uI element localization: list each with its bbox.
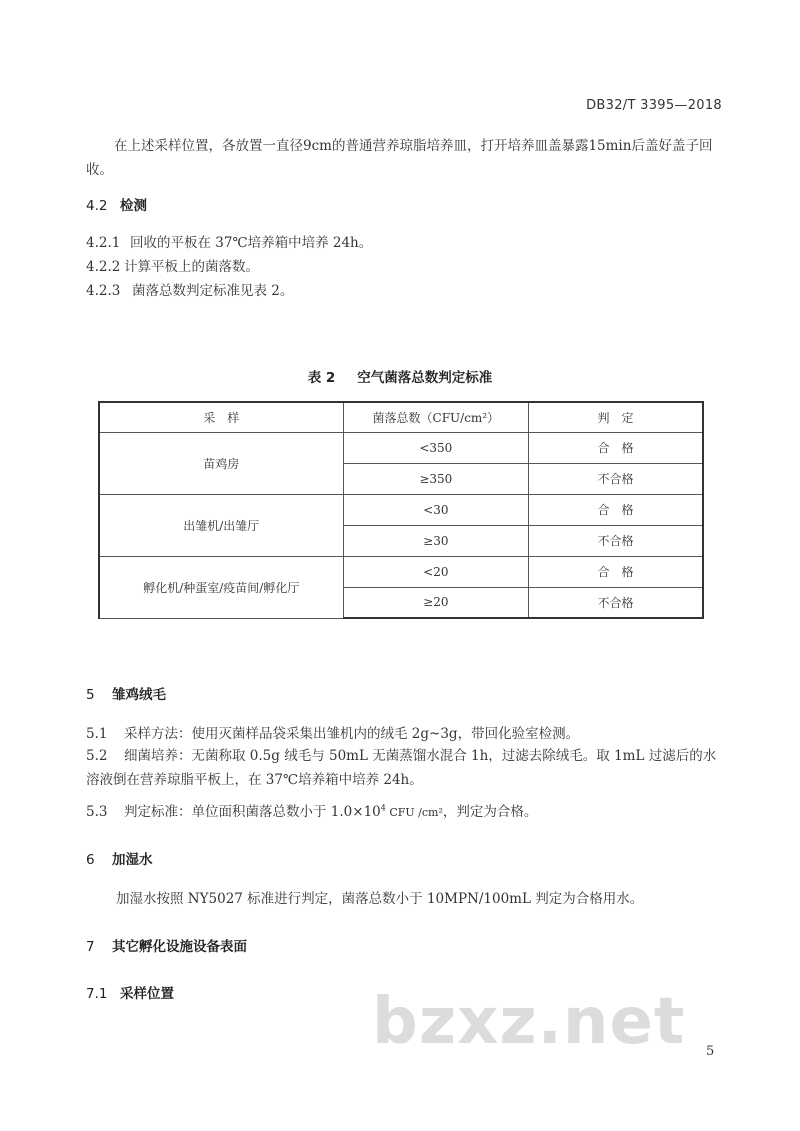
table-header-row [99, 402, 703, 432]
header-count: 菌落总数（CFU/cm²） [343, 402, 529, 432]
result-cell: 合 格 [529, 494, 703, 525]
result-cell: 不合格 [529, 463, 703, 494]
section-4-2-heading [86, 194, 147, 214]
exponent: 4 [380, 803, 386, 813]
intro-paragraph: 在上述采样位置，各放置一直径9cm的普通营养琼脂培养皿，打开培养皿盖暴露15min后盖好盖子回收。 [86, 138, 713, 178]
sample-cell: 出雏机/出雏厅 [99, 494, 343, 556]
table-row [99, 556, 703, 587]
section-title: 雏鸡绒毛 [112, 687, 166, 703]
item-5-2 [86, 744, 726, 792]
section-7-heading [86, 935, 247, 955]
item-text: 采样方法：使用灭菌样品袋采集出雏机内的绒毛 2g~3g，带回化验室检测。 [124, 726, 580, 742]
table-row [99, 494, 703, 525]
item-text: 回收的平板在 37℃培养箱中培养 24h。 [130, 235, 373, 251]
item-number: 5.3 [86, 804, 108, 820]
item-text-after: ，判定为合格。 [442, 804, 538, 820]
section-number: 4.2 [86, 198, 108, 214]
sample-cell: 苗鸡房 [99, 432, 343, 494]
header-sample: 采 样 [99, 402, 343, 432]
page-number: 5 [706, 1044, 715, 1059]
count-cell: <30 [343, 494, 529, 525]
item-number: 5.2 [86, 748, 108, 764]
section-6-paragraph: 加湿水按照 NY5027 标准进行判定，菌落总数小于 10MPN/100mL 判定为合格用水。 [116, 891, 644, 907]
header-result: 判 定 [529, 402, 703, 432]
result-cell: 合 格 [529, 556, 703, 587]
section-number: 7 [86, 939, 95, 955]
item-text: 菌落总数判定标准见表 2。 [132, 283, 294, 299]
count-cell: ≥350 [343, 463, 529, 494]
item-text-before: 判定标准：单位面积菌落总数小于 1.0×10 [124, 804, 381, 820]
section-title: 检测 [120, 198, 147, 214]
item-number: 4.2.3 [86, 283, 121, 299]
section-number: 5 [86, 687, 95, 703]
section-title: 加湿水 [112, 852, 153, 868]
table-title [0, 366, 800, 386]
count-cell: ≥20 [343, 587, 529, 618]
item-text: 计算平板上的菌落数。 [124, 259, 259, 275]
doc-code: DB32/T 3395—2018 [586, 98, 722, 113]
watermark: bzxz.net [372, 985, 686, 1059]
count-cell: ≥30 [343, 525, 529, 556]
section-7-1-heading [86, 982, 174, 1002]
criteria-table [98, 401, 704, 619]
item-text: 细菌培养：无菌称取 0.5g 绒毛与 50mL 无菌蒸馏水混合 1h，过滤去除绒毛。取 1mL 过滤后的水溶液倒在营养琼脂平板上，在 37℃培养箱中培养 24h。 [86, 748, 717, 788]
item-number: 5.1 [86, 726, 108, 742]
section-number: 6 [86, 852, 95, 868]
item-number: 4.2.1 [86, 235, 121, 251]
section-6-heading [86, 848, 153, 868]
count-cell: <350 [343, 432, 529, 463]
section-title: 其它孵化设施设备表面 [112, 939, 247, 955]
item-4-2-3 [86, 279, 293, 299]
unit: CFU /cm² [385, 806, 443, 819]
sample-cell: 孵化机/种蛋室/疫苗间/孵化厅 [99, 556, 343, 618]
section-5-heading [86, 683, 166, 703]
count-cell: <20 [343, 556, 529, 587]
result-cell: 不合格 [529, 587, 703, 618]
item-5-3 [86, 800, 537, 820]
result-cell: 合 格 [529, 432, 703, 463]
section-title: 采样位置 [120, 986, 174, 1002]
item-number: 4.2.2 [86, 259, 121, 275]
table-row [99, 432, 703, 463]
table-caption: 空气菌落总数判定标准 [357, 370, 493, 386]
item-4-2-2 [86, 255, 259, 275]
item-5-1 [86, 722, 579, 742]
result-cell: 不合格 [529, 525, 703, 556]
item-4-2-1 [86, 231, 372, 251]
section-number: 7.1 [86, 986, 108, 1002]
table-label: 表 2 [307, 370, 336, 386]
